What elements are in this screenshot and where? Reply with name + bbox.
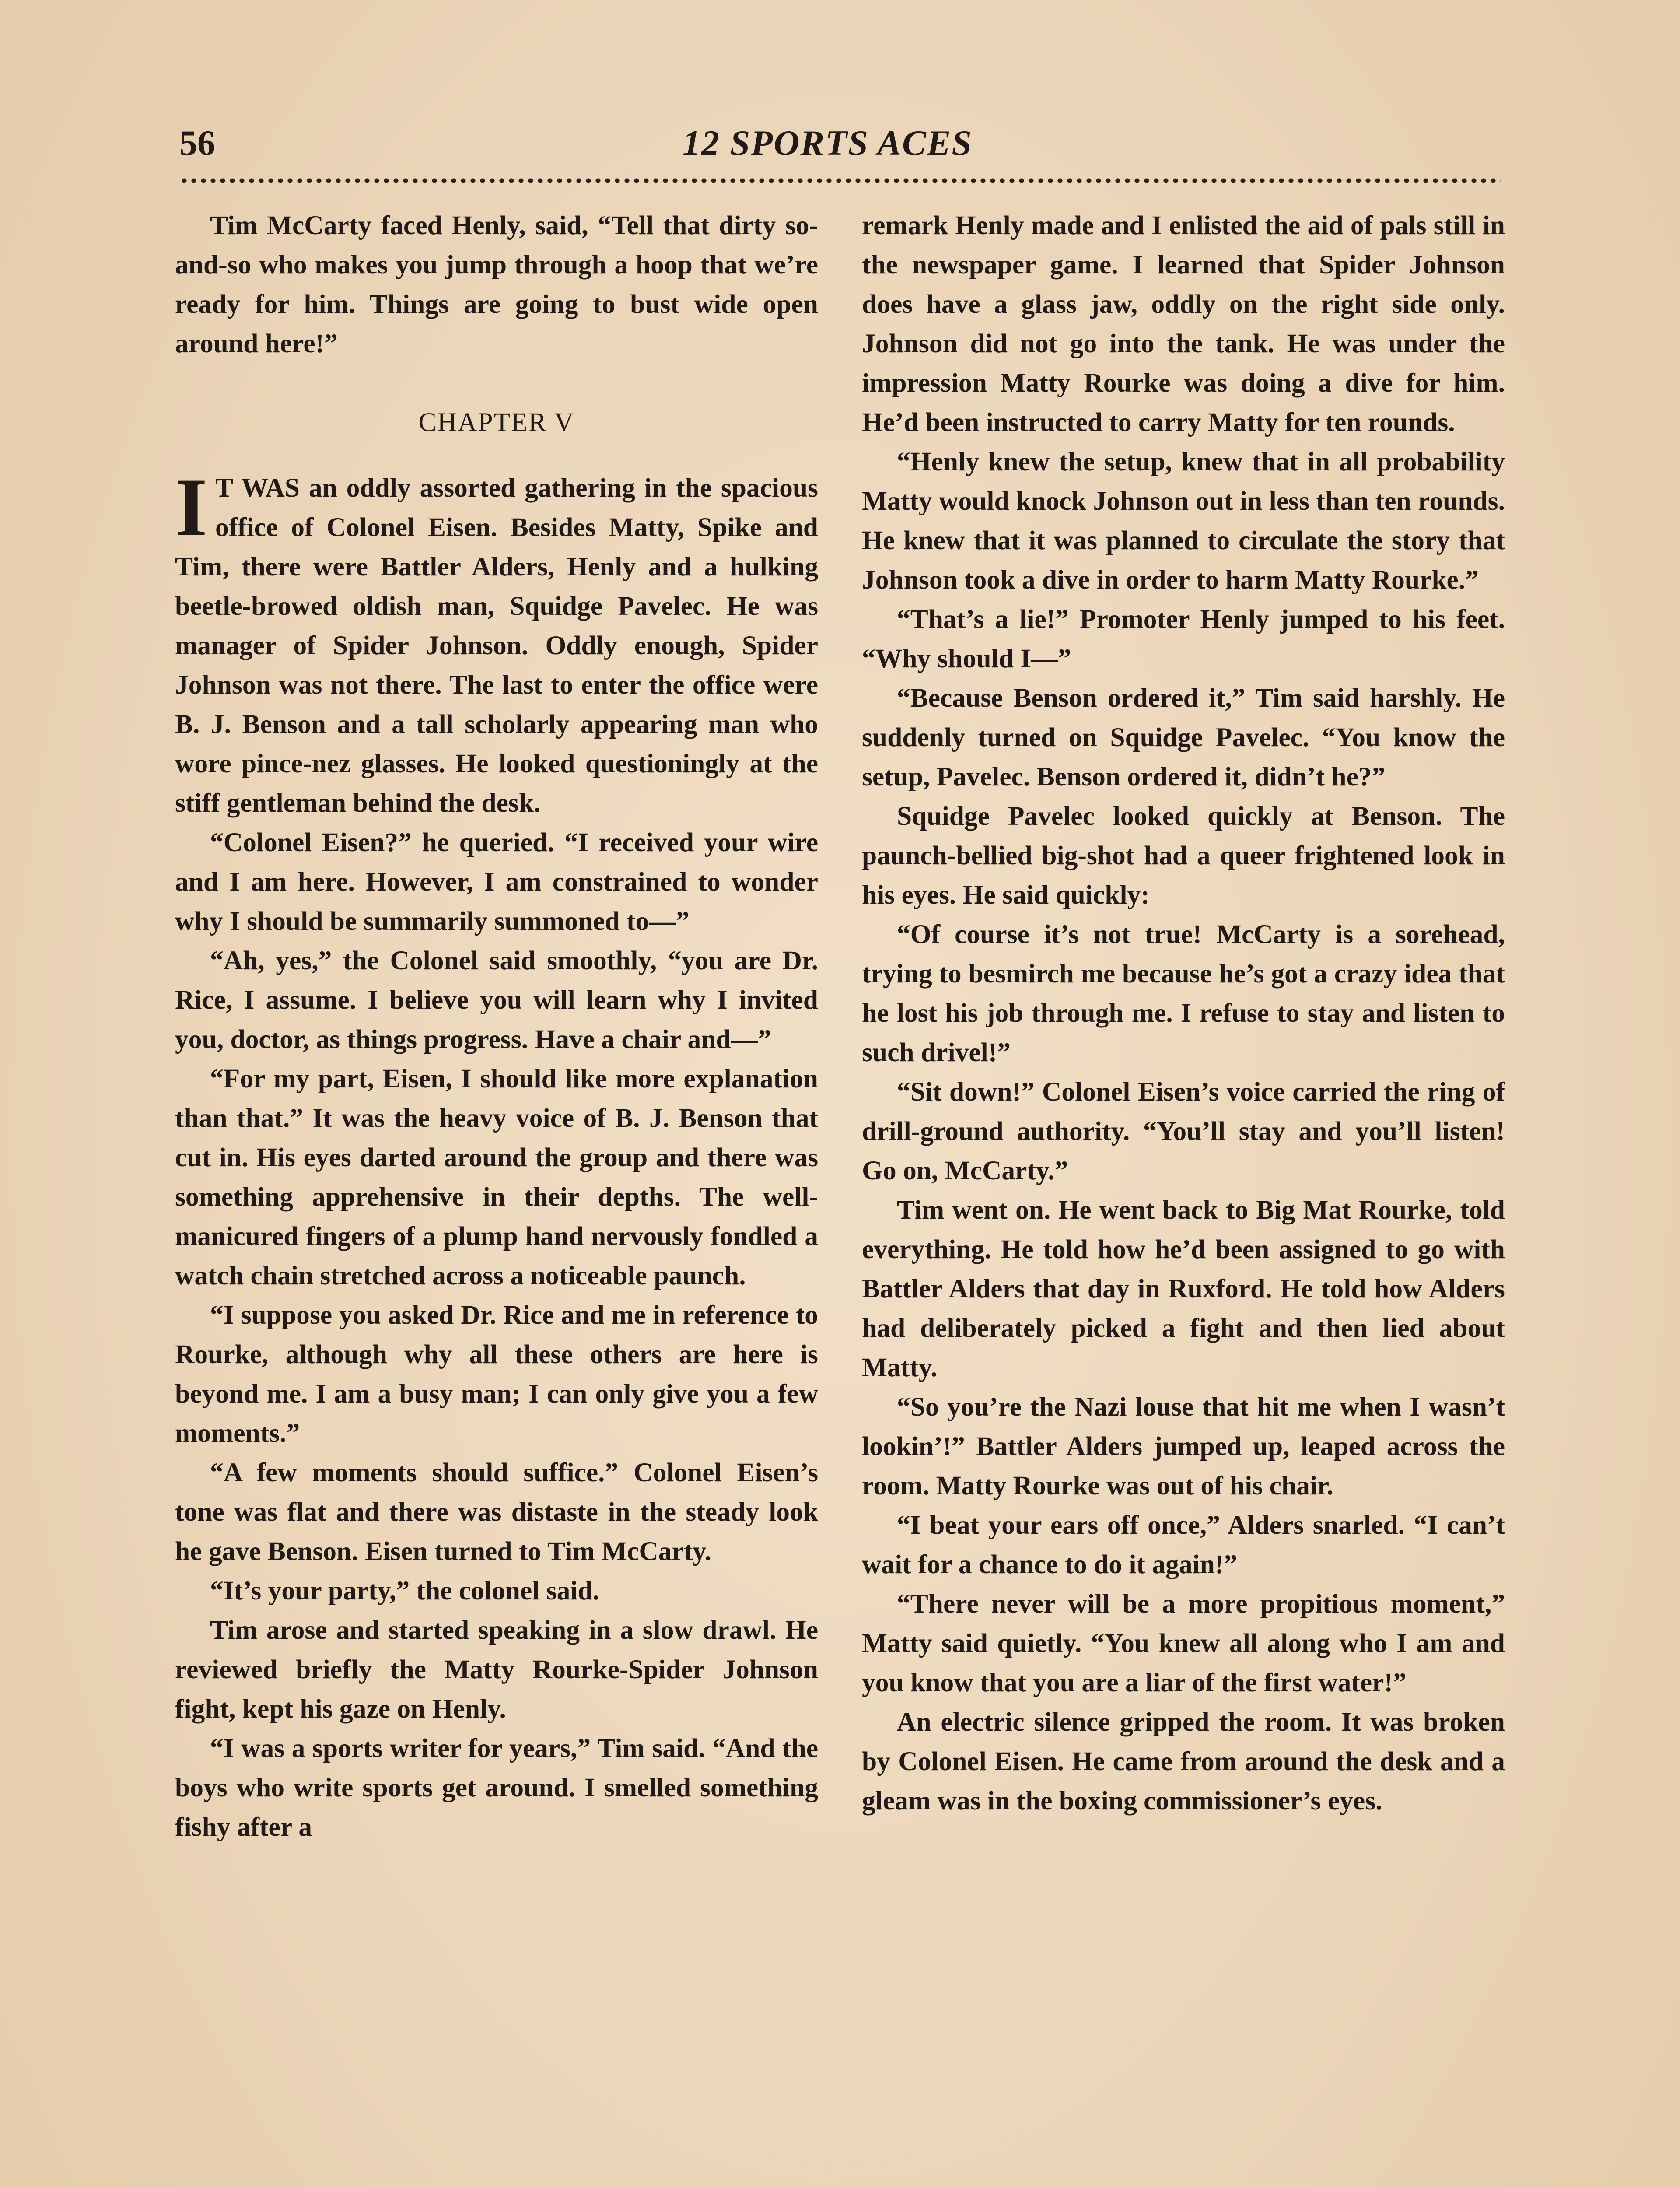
paragraph: Tim went on. He went back to Big Mat Rourke, told everything. He told how he’d been assigned to go with Battler Alders that day in Ruxford. He told how Alders had deliberately picked a fight and then lied about Matty. xyxy=(862,1195,1505,1382)
chapter-opening-paragraph xyxy=(175,462,818,823)
paragraph: “A few moments should suffice.” Colonel Eisen’s tone was flat and there was distaste in the steady look he gave Benson. Eisen turned to Tim McCarty. xyxy=(175,1458,818,1566)
paragraph: Tim McCarty faced Henly, said, “Tell that dirty so-and-so who makes you jump through a hoop that we’re ready for him. Things are going to bust wide open around here!” xyxy=(175,210,818,358)
paragraph: “For my part, Eisen, I should like more explanation than that.” It was the heavy voice of B. J. Benson that cut in. His eyes darted around the group and there was something apprehensive in their depths. The well-manicured fingers of a plump hand nervously fondled a watch chain stretched across a noticeable paunch. xyxy=(175,1064,818,1290)
paragraph: “Sit down!” Colonel Eisen’s voice carried the ring of drill-ground authority. “You’ll stay and you’ll listen! Go on, McCarty.” xyxy=(862,1077,1505,1185)
paragraph: An electric silence gripped the room. It was broken by Colonel Eisen. He came from around the desk and a gleam was in the boxing commissioner’s eyes. xyxy=(862,1707,1505,1816)
paragraph: “I was a sports writer for years,” Tim said. “And the boys who write sports get around. I smelled something fishy after a xyxy=(175,1733,818,1842)
paragraph: “I beat your ears off once,” Alders snarled. “I can’t wait for a chance to do it again!” xyxy=(862,1510,1505,1579)
right-column xyxy=(862,206,1505,1820)
paragraph: Squidge Pavelec looked quickly at Benson. The paunch-bellied big-shot had a queer frightened look in his eyes. He said quickly: xyxy=(862,801,1505,910)
header-dotted-rule xyxy=(179,177,1501,184)
page-number: 56 xyxy=(179,123,215,163)
paragraph: “Ah, yes,” the Colonel said smoothly, “you are Dr. Rice, I assume. I believe you will learn why I invited you, doctor, as things progress. Have a chair and—” xyxy=(175,946,818,1054)
paragraph: “Of course it’s not true! McCarty is a sorehead, trying to besmirch me because he’s got a crazy idea that he lost his job through me. I refuse to stay and listen to such drivel!” xyxy=(862,919,1505,1067)
paragraph: “Henly knew the setup, knew that in all probability Matty would knock Johnson out in less than ten rounds. He knew that it was planned to circulate the story that Johnson took a dive in order to harm Matty Rourke.” xyxy=(862,447,1505,595)
running-title: 12 SPORTS ACES xyxy=(682,123,973,163)
paragraph: “Because Benson ordered it,” Tim said harshly. He suddenly turned on Squidge Pavelec. “You know the setup, Pavelec. Benson ordered it, didn’t he?” xyxy=(862,683,1505,792)
drop-cap: I xyxy=(175,462,207,554)
left-column xyxy=(175,206,818,1847)
paragraph: “So you’re the Nazi louse that hit me when I wasn’t lookin’!” Battler Alders jumped up, leaped across the room. Matty Rourke was out of his chair. xyxy=(862,1392,1505,1501)
chapter-heading: CHAPTER V xyxy=(418,407,575,437)
paragraph: “Colonel Eisen?” he queried. “I received your wire and I am here. However, I am constrained to wonder why I should be summarily summoned to—” xyxy=(175,828,818,936)
paragraph: remark Henly made and I enlisted the aid of pals still in the newspaper game. I learned that Spider Johnson does have a glass jaw, oddly on the right side only. Johnson did not go into the tank. He was under the impression Matty Rourke was doing a dive for him. He’d been instructed to carry Matty for ten rounds. xyxy=(862,210,1505,437)
paragraph: Tim arose and started speaking in a slow drawl. He reviewed briefly the Matty Rourke-Spider Johnson fight, kept his gaze on Henly. xyxy=(175,1615,818,1724)
paragraph-text: T WAS an oddly assorted gathering in the spacious office of Colonel Eisen. Besides Matty, Spike and Tim, there were Battler Alders, Henly and a hulking beetle-browed oldish man, Squidge Pavelec. He was manager of Spider Johnson. Oddly enough, Spider Johnson was not there. The last to enter the office were B. J. Benson and a tall scholarly appearing man who wore pince-nez glasses. He looked questioningly at the stiff gentleman behind the desk. xyxy=(175,473,818,818)
paragraph: “That’s a lie!” Promoter Henly jumped to his feet. “Why should I—” xyxy=(862,604,1505,673)
paragraph: “There never will be a more propitious moment,” Matty said quietly. “You knew all along who I am and you know that you are a liar of the first water!” xyxy=(862,1589,1505,1697)
paragraph: “I suppose you asked Dr. Rice and me in reference to Rourke, although why all these others are here is beyond me. I am a busy man; I can only give you a few moments.” xyxy=(175,1300,818,1448)
paragraph: “It’s your party,” the colonel said. xyxy=(210,1576,600,1606)
page-header xyxy=(179,118,1501,175)
